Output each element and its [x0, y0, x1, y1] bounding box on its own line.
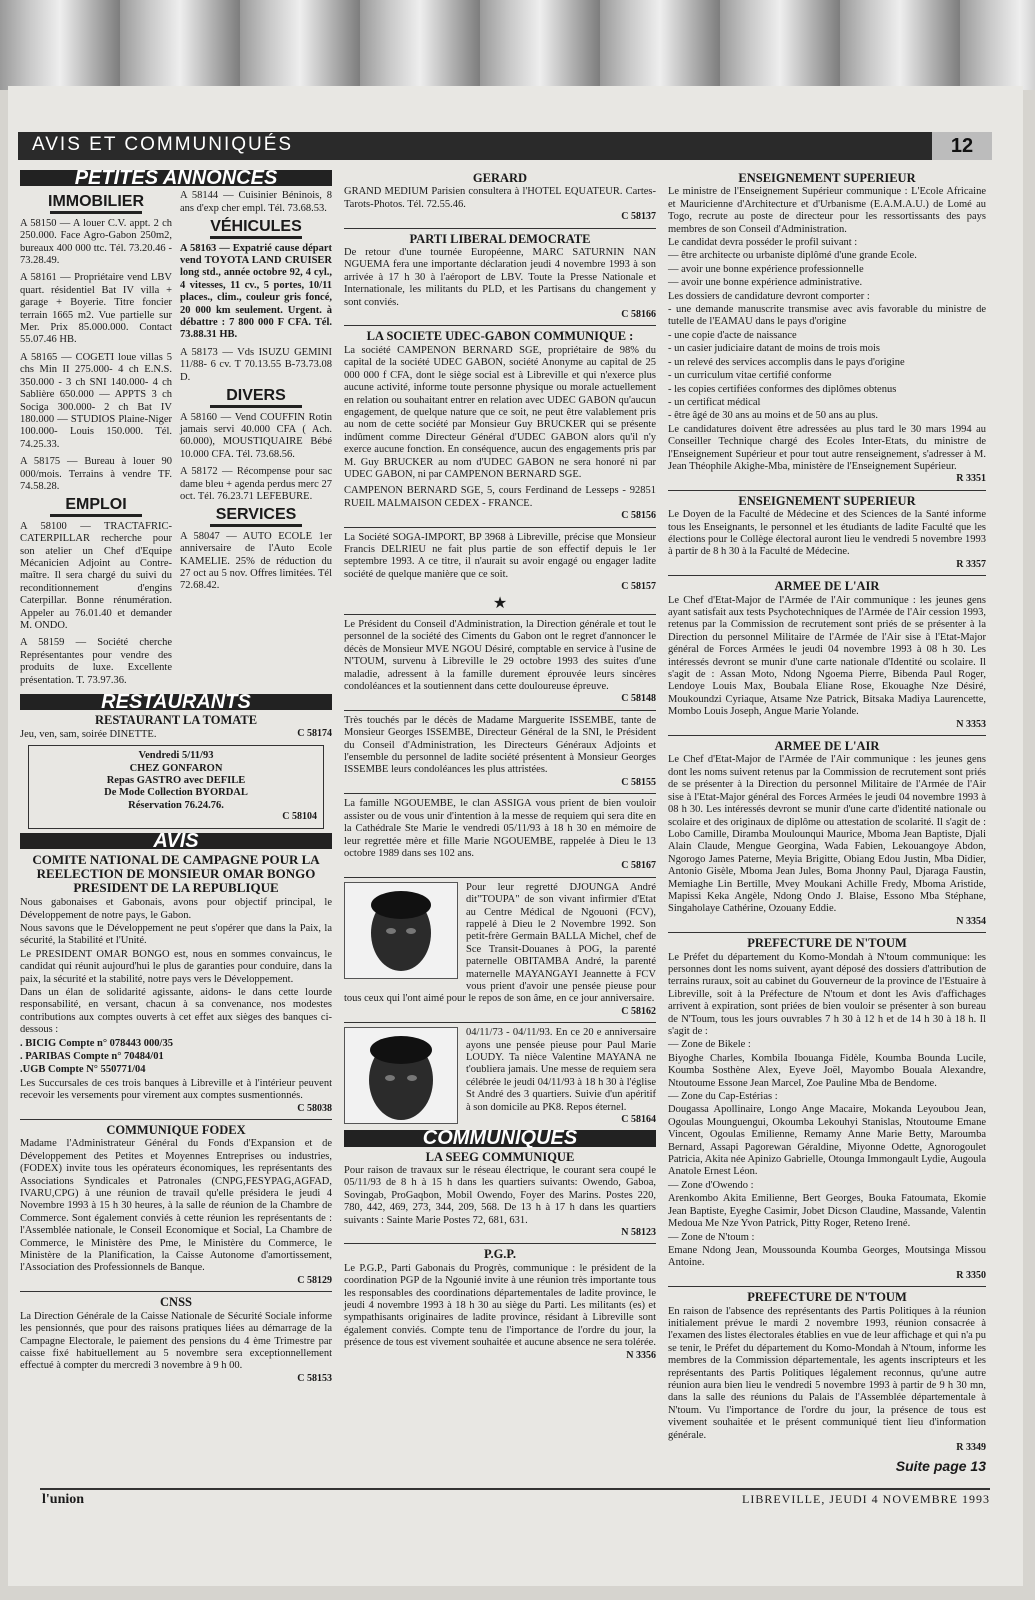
divider	[344, 1243, 656, 1244]
ad-reference: C 58162	[621, 1005, 656, 1017]
column-2	[344, 168, 656, 1362]
box-line: Vendredi 5/11/93	[138, 750, 214, 762]
restaurant-line: Jeu, ven, sam, soirée DINETTE.	[20, 728, 157, 740]
enseignement-paragraph: - une demande manuscrite transmise avec avis favorable du ministre de tutelle de l'EAMAU dans le pays d'origine	[668, 304, 986, 328]
ad-reference: C 58155	[621, 776, 656, 788]
memorial-2	[344, 1027, 656, 1128]
divider	[50, 514, 141, 517]
deces-text: Très touchés par le décès de Madame Marguerite ISSEMBE, tante de Monsieur Georges ISSEMBE, Directeur Général de la SNI, le Président du Conseil d'Administration, les Directeurs Généraux Adjoints et l'ensemble du personnel de ladite société présentent à Monsieur Georges ISSEMBE leurs condoléances les plus attristées.	[344, 714, 656, 776]
classified-ad: A 58173 — Vds ISUZU GEMINI 11/88- 6 cv. T 70.13.55 B-73.73.08 D.	[180, 346, 332, 383]
divider	[210, 236, 301, 239]
classifieds-right	[180, 190, 332, 692]
enseignement-paragraph: Le candidatures doivent être adressées au plus tard le 30 mars 1994 au Conseiller Technique chargé des Ecoles Inter-Etats, du ministre de l'Enseignement Supérieur et pour tout autre renseignement, s'adresser à M. Jean Théophile Akighe-Mba, ministère de l'Enseignement Supérieur.	[668, 423, 986, 472]
box-line: CHEZ GONFARON	[129, 762, 223, 774]
armee-text: Le Chef d'Etat-Major de l'Armée de l'Air communique : les jeunes gens dont les noms suivent retenus par la Commission de recrutement sont priés de se présenter à la Direction du personnel Militaire de l'Armée de l'Air sise à l'Etat-Major général des Forces Armées le jeudi 04 novembre 1993 à 08 h 30. Les intéressés devront se munir d'une carte d'identité nationale ou scolaire et des originaux de diplôme ou attestation de scolarité. Il s'agit de : Lobo Camille, Diramba Moulounqui Maurice, Mboma Jean Baptiste, Djali Alain Claude, Mengue Georgina, Wada Fabien, Lekouangoye Abdon, Ngorogo James Paterne, Meyia Brigitte, Obiang Edou Justin, Mba Didier, Antonio Gisèle, Mboma Jean Jules, Boma Jhonny Paul, Djaraga Faustin, Memiaghe Lin Bertille, Mvey Moukani Achille Fredy, Mboma Aristide, Mapissi Keka Angèle, Ndong Ondo J. Blaise, Essono Mba Stéphane, Singaholaye Cathérine, Ozouany Eddie.	[668, 754, 986, 915]
divider	[50, 211, 141, 214]
prefecture-text: En raison de l'absence des représentants des Partis Politiques à la réunion initialement prévue le mardi 2 novembre 1993, réunion consacrée à l'examen des listes électorales établies en vue de leur affichage et qui n'a pu se tenir, le Préfet du département du Komo-Mondah à N'toum, informe les membres de la Commission départementale, les agents inscripteurs et les représentants des Partis Politiques légalement reconnus, qu'une autre réunion aura bien lieu le vendredi 5 novembre 1993 à partir de 9 h 30 mn, dans la salle des réunions du Palais de l'Assemblée départementale à N'toum. Vu l'importance de l'ordre du jour, la présence de tous est vivement souhaitée et le présent communiqué tient lieu d'information générale.	[668, 1305, 986, 1441]
portrait-photo	[344, 882, 458, 979]
section-title: AVIS ET COMMUNIQUÉS	[32, 134, 294, 155]
enseignement-paragraph: Les dossiers de candidature devront comporter :	[668, 290, 870, 302]
divider	[668, 490, 986, 491]
divider	[344, 614, 656, 615]
seeg-text: Pour raison de travaux sur le réseau électrique, le courant sera coupé le 05/11/93 de 8 h à 15 h dans les quartiers suivants: Owendo, Gaboa, Sovingab, ProGaqbon, Mobil Owendo, Foyer des Marins. Postes 220, 780, 442, 469, 273, 344, 209, 568. De 13 h à 17 h dans les quartiers suivants : Sainte Marie Postes 72, 681, 631.	[344, 1165, 656, 1226]
classified-ad: A 58161 — Propriétaire vend LBV quart. résidentiel Bat IV villa + garage + Boyerie. Titre foncier terrain 1665 m2. Vue partielle sur Mer. Prix 85.000.000. Contact 55.07.46 HB.	[20, 272, 172, 346]
pgp-title: P.G.P.	[483, 1247, 517, 1262]
gerard-title: GERARD	[472, 171, 528, 185]
dateline: LIBREVILLE, JEUDI 4 NOVEMBRE 1993	[742, 1492, 990, 1506]
bank-account: . BICIG Compte n° 078443 000/35	[20, 1037, 173, 1049]
divider	[344, 793, 656, 794]
divider	[210, 524, 301, 527]
comite-paragraph: Nous gabonaises et Gabonais, avons pour objectif principal, le Développement de notre pays, le Gabon.	[20, 897, 332, 921]
divider	[668, 932, 986, 933]
messe-text: La famille NGOUEMBE, le clan ASSIGA vous prient de bien vouloir assister ou de vous unir d'intention à la messe de requiem qui sera dite en la Cathédrale Ste Marie le vendredi 05/11/93 à 18 h 30 en mémoire de leur regrettée mère et fille Marie NGOUEMBE, rappelée à Dieu le 13 octobre 1989 dans ses 102 ans.	[344, 798, 656, 859]
ad-reference: C 58167	[621, 860, 656, 872]
enseignement-paragraph: - un relevé des services accomplis dans le pays d'origine	[668, 356, 905, 368]
divider	[344, 228, 656, 229]
divider	[344, 1022, 656, 1023]
column-3	[668, 168, 986, 1473]
comite-paragraph: Dans un élan de solidarité agissante, aidons- le dans cette lourde responsabilité, en versant, chacun à sa convenance, nos modestes contributions aux comptes ouverts à cet effet aux sièges des banques ci-dessous :	[20, 986, 332, 1036]
ad-reference: N 3356	[626, 1349, 656, 1361]
divider	[344, 325, 656, 326]
prefecture-paragraph: — Zone de N'toum :	[668, 1231, 755, 1243]
fodex-title: COMMUNIQUE FODEX	[106, 1123, 246, 1137]
photo-background-band	[0, 0, 1035, 90]
ad-reference: C 58038	[297, 1102, 332, 1114]
gonfaron-box	[28, 745, 324, 828]
prefecture-paragraph: — Zone du Cap-Estérias :	[668, 1091, 778, 1103]
prefecture-paragraph: Biyoghe Charles, Kombila Ibouanga Fidèle, Koumba Bounda Lucile, Koumba Sosthène Alex, Eyeve Joël, Mayombo Bouala Alexandre, Ntoutoume Essone Jean Marcel, Zoe Pauline Mba de Bendome.	[668, 1052, 986, 1089]
ad-reference: C 58174	[297, 727, 332, 739]
classified-ad: A 58175 — Bureau à louer 90 000/mois. Terrains à vendre TF. 74.58.28.	[20, 456, 172, 492]
classified-ad: A 58159 — Société cherche Représentantes pour vendre des produits de luxe. Excellente présentation. T. 73.97.36.	[20, 637, 172, 686]
prefecture-paragraph: Arenkombo Akita Emilienne, Bert Georges, Bouka Fatoumata, Ekomie Jean Baptiste, Eyeghe Casimir, Jobet Dicson Claudine, Massande, Valentin Medoua Me Nze Yvon Patrick, Pitty Roger, Reteno Irené.	[668, 1193, 986, 1230]
memorial-text: 04/11/73 - 04/11/93. En ce 20 e anniversaire ayons une pensée pieuse pour Paul Marie LOUDY. Ta nièce Valentine MAYANA ne t'oubliera jamais. Une messe de requiem sera célébrée le jeudi 04/11/93 à 18 h 30 à l'église St André des 3 quartiers. Suivie d'un apéritif à son domicile au PK8. Repos éternel.	[466, 1027, 656, 1113]
ad-reference: C 58148	[621, 693, 656, 705]
ad-reference: C 58157	[621, 581, 656, 593]
prefecture-title: PREFECTURE DE N'TOUM	[747, 936, 907, 951]
enseignement-paragraph: - une copie d'acte de naissance	[668, 329, 797, 341]
classified-ad: A 58144 — Cuisinier Béninois, 8 ans d'exp cher empl. Tél. 73.68.53.	[180, 190, 332, 214]
column-1	[20, 168, 332, 1385]
fodex-text: Madame l'Administrateur Général du Fonds d'Expansion et de Développement des Petites et Moyennes Entreprises ou industries,(FODEX) invite tous les opérateurs économiques, les représentants des Associations Syndicales et Patronales (CNPG,FESYPAG,AGFAD, IVARU,CPG) à une réunion de travail qu'elle présidera le jeudi 4 Novembre 1993 à 15 h 30 heures, à la salle de réunion de la Chambre de Commerce. Sont également conviés à cette réunion les représentants de : l'Assemblée nationale, le Conseil Economique et Social, La Chambre de Commerce, le Ministère des Pme, le Ministère du Commerce, le Ministère de la Planification, la Caisse Autonome d'amortissement, l'Association des Professionnels de Banque.	[20, 1138, 332, 1274]
udec-text: La société CAMPENON BERNARD SGE, propriétaire de 98% du capital de la société UDEC GABON, société Anonyme au capital de 25 000 000 f CFA, dont le siège social est à Libreville et qui n'exerce plus aucune activité, informe toute personne physique ou morale actuellement en relation ou souhaitant entrer en relation avec UDEC GABON qu'aucun engagement, de quelque nature que ce soit, ne peut être valablement pris au nom de cette société par Monsieur Guy BRUCKER qui se présente indûment comme Directeur Général d'UDEC GABON alors qu'il n'y exerce aucune fonction. En conséquence, aucun des engagements pris par M. Guy BRUCKER au nom d'UDEC GABON ne sera honoré ni par UDEC GABON, ni par CAMPENON BERNARD SGE.	[344, 344, 656, 480]
restaurants-banner: RESTAURANTS	[20, 694, 332, 710]
classified-ad: A 58047 — AUTO ECOLE 1er anniversaire de l'Auto Ecole KAMELIE. 25% de réduction du 27 oct au 5 nov. Offres limitées. Tél 72.68.42.	[180, 530, 332, 592]
star-icon: ★	[492, 594, 508, 612]
udec-title: LA SOCIETE UDEC-GABON COMMUNIQUE :	[366, 329, 634, 344]
prefecture-paragraph: — Zone d'Owendo :	[668, 1179, 754, 1191]
divider	[668, 1286, 986, 1287]
avis-banner: AVIS	[20, 833, 332, 849]
armee-title: ARMEE DE L'AIR	[774, 739, 880, 754]
classifieds-left	[20, 190, 172, 692]
memorial-1	[344, 882, 656, 1018]
enseignement-paragraph: Le ministre de l'Enseignement Supérieur communique : L'Ecole Africaine et Mauricienne d'Architecture et d'Urbanisme (E.A.M.A.U.) de Lomé au Togo, recrute au poste de directeur pour les ressortissants des pays membres de son Conseil d'Administration.	[668, 186, 986, 235]
classified-ad: A 58165 — COGETI loue villas 5 chs Min II 275.000- 4 ch E.N.S. 350.000 - 3 ch SNI 140.000- 4 ch Sablière 650.000 — APPTS 3 ch Sociga 300.000- 2 ch Bat IV 180.000 — STUDIOS Plaine-Niger 100.000- Louis 150.000. Tél. 74.25.33.	[20, 351, 172, 450]
box-line: De Mode Collection BYORDAL	[104, 787, 248, 799]
ad-reference: C 58164	[621, 1114, 656, 1126]
enseignement-text: Le Doyen de la Faculté de Médecine et des Sciences de la Santé informe tous les Enseignants, le personnel et les étudiants de ladite Faculté que les élections pour le Collège électoral auront lieu le vendredi 5 novembre 1993 à partir de 8 h 30 à la Faculté de Médecine.	[668, 509, 986, 558]
ad-reference: N 3353	[956, 718, 986, 730]
portrait-photo	[344, 1027, 458, 1124]
seeg-title: LA SEEG COMMUNIQUE	[425, 1149, 575, 1164]
newspaper-brand: l'union	[42, 1492, 85, 1507]
enseignement-paragraph: - un certificat médical	[668, 396, 761, 408]
enseignement-paragraph: - être âgé de 30 ans au moins et de 50 ans au plus.	[668, 410, 878, 422]
ad-reference: R 3349	[956, 1442, 986, 1453]
prefecture-paragraph: Le Préfet du département du Komo-Mondah à N'toum communique: les personnes dont les noms suivent, ayant déposé des dossiers d'attribution de terrains ruraux, soit au cabinet du Gouverneur de la province de l'Estuaire à Libreville, soit à la Préfecture de N'toum et dont les Avis d'affichages arrivent à expiration, sont priées de bien vouloir se présenter à son bureau de N'Toum, tous les jours ouvrables 7 h 30 à 12 h et de 14 h 30 à 18 h. Il s'agit de :	[668, 951, 986, 1037]
ad-reference: C 58156	[621, 510, 656, 522]
enseignement-title: ENSEIGNEMENT SUPERIEUR	[738, 171, 916, 185]
gerard-text: GRAND MEDIUM Parisien consultera à l'HOTEL EQUATEUR. Cartes-Tarots-Photos. Tél. 72.55.46.	[344, 186, 656, 210]
ad-reference: N 3354	[956, 915, 986, 927]
section-header	[18, 132, 992, 160]
divider	[344, 877, 656, 878]
restaurant-title: RESTAURANT LA TOMATE	[94, 713, 258, 728]
memorial-text: Pour leur regretté DJOUNGA André dit"TOUPA" de son vivant infirmier d'Etat au Centre Médical de Ngouoni (FCV), rappelé à Dieu le 2 Novembre 1992. Son petit-frère Germain BALLA Michel, chef de Sce Transit-Douanes à POG, la parenté paternelle OBITAMBA André, la parenté maternelle MAYANGAYI Jeannette à FCV vous prient d'avoir une pensée pieuse pour tous ceux qui l'ont aimé pour le repos de son âme, en ce jour anniversaire.	[344, 881, 656, 1005]
udec-address: CAMPENON BERNARD SGE, 5, cours Ferdinand de Lesseps - 92851 RUEIL MALMAISON CEDEX - FRANCE.	[344, 485, 656, 509]
enseignement-paragraph: Le candidat devra posséder le profil suivant :	[668, 237, 858, 249]
divers-heading: DIVERS	[226, 387, 286, 405]
cnss-title: CNSS	[160, 1295, 192, 1310]
ad-reference: R 3350	[956, 1269, 986, 1281]
page-footer	[40, 1488, 990, 1508]
divider	[344, 527, 656, 528]
box-line: Réservation 76.24.76.	[128, 799, 224, 811]
pld-title: PARTI LIBERAL DEMOCRATE	[409, 231, 591, 246]
soga-text: La Société SOGA-IMPORT, BP 3968 à Libreville, précise que Monsieur Francis DELRIEU ne fait plus partie de son effectif depuis le 1er septembre 1993. A ce titre, il n'aurait su avoir engagé ou engager ladite société de quelque manière que ce soit.	[344, 531, 656, 580]
divider	[20, 1291, 332, 1292]
comite-paragraph: Le PRESIDENT OMAR BONGO est, nous en sommes convaincus, le candidat qui réunit aujourd'hui le plus de garanties pour conduire, dans la paix, la sécurité et la stabilité, notre pays vers le Développement.	[20, 948, 332, 985]
divider	[20, 1119, 332, 1120]
suite-page-link: Suite page 13	[895, 1458, 986, 1475]
divider	[344, 710, 656, 711]
divider	[668, 735, 986, 736]
bank-account: . PARIBAS Compte n° 70484/01	[20, 1050, 164, 1062]
deces-text: Le Président du Conseil d'Administration, la Direction générale et tout le personnel de la société des Ciments du Gabon ont le regret d'annoncer le décès de Monsieur MVE NGOU Désiré, comptable en service à l'usine de N'TOUM, survenu à Libreville le 29 octobre 1993 des suites d'une maladie, adressent à la famille durement éprouvée leurs sincères condoléances et la soutiennent dans cette douloureuse épreuve.	[344, 619, 656, 693]
prefecture-paragraph: — Zone de Bikele :	[668, 1039, 751, 1051]
comite-title: COMITE NATIONAL DE CAMPAGNE POUR LA REELECTION DE MONSIEUR OMAR BONGO PRESIDENT DE LA REPUBLIQUE	[32, 852, 320, 896]
emploi-heading: EMPLOI	[65, 496, 127, 514]
page-number: 12	[932, 132, 992, 160]
comite-paragraph: Les Succursales de ces trois banques à Libreville et à l'intérieur peuvent recevoir les versements pour virement aux comptes susmentionnés.	[20, 1077, 332, 1102]
divider	[668, 575, 986, 576]
enseignement-paragraph: — avoir une bonne expérience professionnelle	[668, 263, 864, 275]
ad-reference: C 58137	[621, 211, 656, 223]
prefecture-title: PREFECTURE DE N'TOUM	[747, 1290, 907, 1305]
ad-reference: C 58129	[297, 1274, 332, 1286]
pgp-text: Le P.G.P., Parti Gabonais du Progrès, communique : le président de la coordination PGP de la Ngounié invite à une réunion très importante tous les responsables des coordinations départementales de ladite province, le jeudi 4 novembre 1993 à 18 h 30 au siège du Parti. Les militants (es) et sympathisants originaires de ladite province, résidant à Libreville sont également conviés. Compte tenu de l'importance de l'ordre du jour, la présence de tous est vivement souhaitée et aucune absence ne sera tolérée.	[344, 1262, 656, 1349]
enseignement-paragraph: - un casier judiciaire datant de moins de trois mois	[668, 343, 880, 355]
box-line: Repas GASTRO avec DEFILE	[106, 775, 246, 787]
classified-ad: A 58172 — Récompense pour sac dame bleu + agenda perdus merc 27 oct. Tél. 76.23.71 LEFEBURE.	[180, 466, 332, 502]
ad-reference: N 58123	[621, 1227, 656, 1239]
ad-reference: R 3351	[956, 473, 986, 485]
prefecture-paragraph: Emane Ndong Jean, Moussounda Koumba Georges, Moutsinga Missou Antoine.	[668, 1244, 986, 1269]
enseignement-paragraph: - un curriculum vitae certifié conforme	[668, 370, 832, 382]
communiques-banner: COMMUNIQUES	[344, 1130, 656, 1146]
comite-paragraph: Nous savons que le Développement ne peut s'opérer que dans la Paix, la sécurité, la Stabilité et l'Unité.	[20, 922, 332, 947]
enseignement-paragraph: - les copies certifiées conformes des diplômes obtenus	[668, 383, 897, 395]
armee-title: ARMEE DE L'AIR	[774, 579, 880, 594]
services-heading: SERVICES	[215, 506, 297, 524]
armee-text: Le Chef d'Etat-Major de l'Armée de l'Air communique : les jeunes gens ayant satisfait aux tests Psychotechniques de l'Armée de l'Air cession 1993, retenus par la Commission de recrutement sont priés de se présenter à la Direction du personnel Militaire de l'Armée de l'Air sise à l'Etat-Major général de Forces Armées le jeudi 04 novembre 1993 à 08 h 30. Les intéressés devront se munir d'une carte nationale d'Identité ou scolaire. Il s'agit de : Assan Moto, Ndong Ngoema Pierre, Bibenda Paul Roger, Lendoye Louis Max, Boubala Eliane Rose, Ekouaghe Nze Désiré, Moukoundzi Cyriaque, Atsame Nze Patrick, Bitsaka Madiya Laurencette, Mombo Louis Joseph, Angue Marie Yolande.	[668, 594, 986, 718]
classifieds-grid	[20, 190, 332, 692]
enseignement-title: ENSEIGNEMENT SUPERIEUR	[738, 493, 916, 508]
bank-account: .UGB Compte N° 550771/04	[20, 1064, 146, 1076]
classified-ad: A 58160 — Vend COUFFIN Rotin jamais servi 40.000 CFA ( Ach. 60.000), MOUSTIQUAIRE Bébé 10.000 CFA. Tél. 73.68.56.	[180, 411, 332, 460]
ad-reference: R 3357	[956, 558, 986, 570]
ad-reference: C 58104	[282, 811, 317, 823]
classified-ad: A 58100 — TRACTAFRIC-CATERPILLAR recherche pour son atelier un Chef d'Equipe Mécanicien Adjoint au Contre-maître. Il sera chargé du suivi du reconditionnement d'engins Caterpillar. Bonne rénumération. Appeler au 76.01.40 et demander M. ONDO.	[20, 520, 172, 631]
enseignement-paragraph: — être architecte ou urbaniste diplômé d'une grande Ecole.	[668, 250, 917, 262]
prefecture-paragraph: Dougassa Apollinaire, Longo Ange Macaire, Mokanda Leyoubou Jean, Ogoulas Mounguengui, Okoumba Lekouhyi Stanislas, Ntoutoume Emane Vincent, Ogoulas Emilienne, Remamy Anne Marie Betty, Maroumba Bernard, Assapi Pagorewan Géraldine, Miyonne Odette, Agnorogoulet Patricia, Akita née Apinizo Gabrielle, Otounga Immongault Lydie, Augoula Anatole Ernest Léon.	[668, 1104, 986, 1178]
ad-reference: C 58153	[297, 1372, 332, 1384]
cnss-text: La Direction Générale de la Caisse Nationale de Sécurité Sociale informe les pensionnés, que pour des raisons pratiques liées au démarrage de la Campagne Electorale, le paiement des pensions du 4 ème Trimestre par caisse fixé habituellement au 5 novembre sera exceptionnellement effectué à compter du mercredi 3 novembre à 9 h 00.	[20, 1310, 332, 1372]
immobilier-heading: IMMOBILIER	[48, 193, 144, 211]
divider	[210, 405, 301, 408]
classified-ad: A 58163 — Expatrié cause départ vend TOYOTA LAND CRUISER long std., année octobre 92, 4 cyl., 4 vitesses, 11 cv., 5 portes, 10/11 places., clim., couleur gris foncé, 20 000 km seulement. Urgent. à débattre : 7 800 000 F CFA. Tél. 73.88.31 HB.	[180, 242, 332, 341]
pld-text: De retour d'une tournée Européenne, MARC SATURNIN NAN NGUEMA fera une importante déclaration jeudi 4 novembre 1993 à son arrivée à 17 h 30 à l'aéroport de LBV. Toute la Presse Nationale et Internationale, les militants du PLD, et les Partisans du changement y sont conviés.	[344, 247, 656, 308]
vehicules-heading: VÉHICULES	[210, 218, 302, 236]
restaurant-line-row	[20, 729, 332, 741]
ad-reference: C 58166	[621, 309, 656, 321]
enseignement-paragraph: — avoir une bonne expérience administrative.	[668, 277, 863, 289]
petites-annonces-banner: PETITES ANNONCES	[20, 170, 332, 186]
classified-ad: A 58150 — A louer C.V. appt. 2 ch 250.000. Face Agro-Gabon 250m2, bureaux 400 000 ttc. Tél. 73.20.46 - 73.28.49.	[20, 217, 172, 267]
